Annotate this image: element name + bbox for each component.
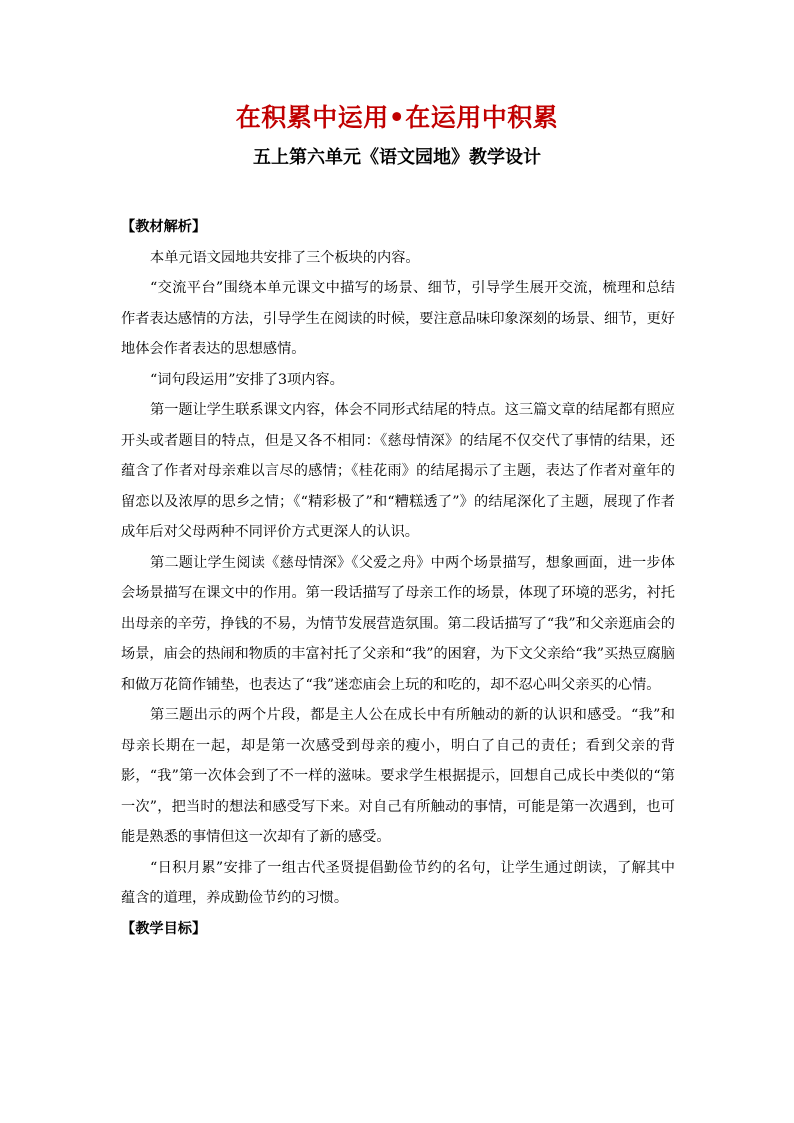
section-heading-goals: 【教学目标】 — [121, 920, 207, 937]
paragraph-task-two: 第二题让学生阅读《慈母情深》《父爱之舟》中两个场景描写，想象画面，进一步体会场景描写在课文中的作用。第一段话描写了母亲工作的场景，体现了环境的恶劣，衬托出母亲的辛劳，挣钱的不易，为情节发展营造氛围。第二段话描写了“我”和父亲逛庙会的场景，庙会的热闹和物质的丰富衬托了父亲和“我”的困窘，为下文父亲给“我”买热豆腐脑和做万花筒作铺垫，也表达了“我”迷恋庙会上玩的和吃的，却不忍心叫父亲买的心情。 — [121, 554, 675, 693]
section-heading-analysis: 【教材解析】 — [121, 219, 207, 235]
paragraph-task-three: 第三题出示的两个片段，都是主人公在成长中有所触动的新的认识和感受。“我”和母亲长期在一起，却是第一次感受到母亲的瘦小，明白了自己的责任；看到父亲的背影，“我”第一次体会到了不一样的滋味。要求学生根据提示，回想自己成长中类似的“第一次”，把当时的想法和感受写下来。对自己有所触动的事情，可能是第一次遇到，也可能是熟悉的事情但这一次却有了新的感受。 — [121, 707, 675, 845]
document-subtitle: 五上第六单元《语文园地》教学设计 — [253, 147, 541, 168]
paragraph-daily-accumulation: “日积月累”安排了一组古代圣贤提倡勤俭节约的名句，让学生通过朗读，了解其中蕴含的道理，养成勤俭节约的习惯。 — [121, 859, 675, 906]
document-body — [121, 212, 675, 944]
paragraph-exchange-platform: “交流平台”围绕本单元课文中描写的场景、细节，引导学生展开交流，梳理和总结作者表达感情的方法，引导学生在阅读的时候，要注意品味印象深刻的场景、细节，更好地体会作者表达的思想感情。 — [121, 280, 675, 357]
paragraph-overview: 本单元语文园地共安排了三个板块的内容。 — [150, 249, 420, 266]
document-title: 在积累中运用•在运用中积累 — [235, 103, 559, 132]
paragraph-task-one: 第一题让学生联系课文内容，体会不同形式结尾的特点。这三篇文章的结尾都有照应开头或者题目的特点，但是又各不相同：《慈母情深》的结尾不仅交代了事情的结果，还蕴含了作者对母亲难以言尽的感情；《桂花雨》的结尾揭示了主题，表达了作者对童年的留恋以及浓厚的思乡之情；《“精彩极了”和“糟糕透了”》的结尾深化了主题，展现了作者成年后对父母两种不同评价方式更深人的认识。 — [121, 402, 675, 540]
paragraph-word-sentence-use: “词句段运用”安排了3项内容。 — [150, 371, 344, 388]
